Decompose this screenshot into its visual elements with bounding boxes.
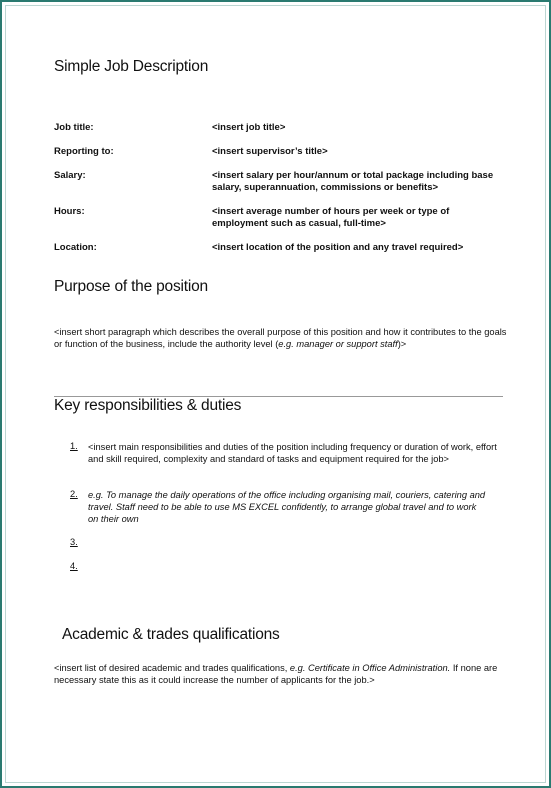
field-label-hours: Hours: [54,206,85,217]
duty-item-2: e.g. To manage the daily operations of the office including organising mail, couriers, catering and travel. Staff need to be able to use MS EXCEL confidently, to arrange global travel and to work on their own [88,490,486,524]
page-title: Simple Job Description [54,58,209,75]
field-value-reporting-to: <insert supervisor’s title> [212,146,328,157]
field-label-reporting-to: Reporting to: [54,146,114,157]
duty-number-2: 2. [70,489,78,499]
purpose-paragraph: <insert short paragraph which describes the overall purpose of this position and how it contributes to the goals or function of the business, include the authority level (e.g. manager or support staff)> [54,327,507,349]
duty-number-3: 3. [70,537,78,547]
duty-item-1: <insert main responsibilities and duties of the position including frequency or duration of work, effort and skill required, complexity and standard of tasks and equipment required for the job> [88,442,497,464]
duty-number-4: 4. [70,561,78,571]
field-label-salary: Salary: [54,170,86,181]
duty-number-1: 1. [70,441,78,451]
purpose-heading: Purpose of the position [54,278,208,295]
field-value-salary: <insert salary per hour/annum or total package including base salary, superannuation, commissions or benefits> [212,170,494,193]
field-value-job-title: <insert job title> [212,122,286,133]
qualifications-heading: Academic & trades qualifications [62,626,280,643]
field-value-location: <insert location of the position and any travel required> [212,242,464,253]
field-value-hours: <insert average number of hours per week or type of employment such as casual, full-time> [212,206,450,229]
field-label-location: Location: [54,242,97,253]
qualifications-paragraph: <insert list of desired academic and trades qualifications, e.g. Certificate in Office Administration. If none are necessary state this as it could increase the number of applicants for the job.> [54,663,498,685]
field-label-job-title: Job title: [54,122,94,133]
duties-heading: Key responsibilities & duties [54,397,242,414]
